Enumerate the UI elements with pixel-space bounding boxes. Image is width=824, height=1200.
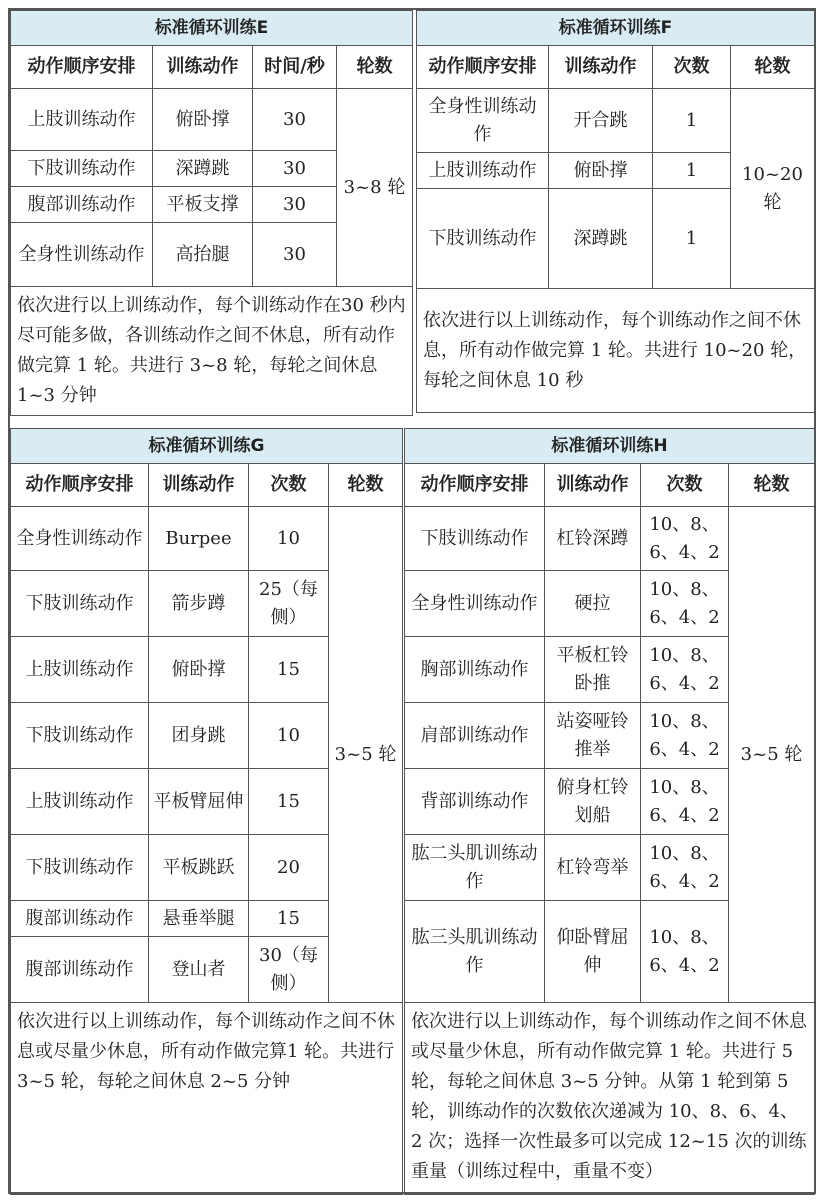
row-value: 25（每侧）	[249, 571, 329, 637]
row-seq: 下肢训练动作	[11, 571, 149, 637]
row-action: Burpee	[149, 507, 249, 571]
note-e: 依次进行以上训练动作，每个训练动作在30 秒内尽可能多做，各训练动作之间不休息，所有动作做完算 1 轮。共进行 3~8 轮，每轮之间休息 1~3 分钟	[11, 287, 413, 416]
table-row	[11, 507, 403, 571]
table-g	[10, 428, 403, 1195]
row-seq: 腹部训练动作	[11, 937, 149, 1003]
row-seq: 肱二头肌训练动作	[405, 835, 545, 901]
rounds-cell: 3~5 轮	[329, 507, 403, 1003]
header-value: 时间/秒	[253, 46, 337, 89]
panel-f	[416, 10, 814, 413]
row-seq: 全身性训练动作	[405, 571, 545, 637]
row-action: 高抬腿	[153, 223, 253, 287]
row-action: 站姿哑铃推举	[545, 703, 641, 769]
row-action: 俯卧撑	[149, 637, 249, 703]
row-action: 俯身杠铃划船	[545, 769, 641, 835]
row-action: 深蹲跳	[153, 151, 253, 187]
header-action: 训练动作	[153, 46, 253, 89]
header-rounds: 轮数	[731, 46, 815, 89]
row-action: 俯卧撑	[549, 153, 653, 189]
row-seq: 上肢训练动作	[11, 769, 149, 835]
note-h: 依次进行以上训练动作，每个训练动作之间不休息或尽量少休息，所有动作做完算 1 轮。共进行 5 轮，每轮之间休息 3~5 分钟。从第 1 轮到第 5 轮，训练动作的次数依次递减为 10、8、6、4、2 次；选择一次性最多可以完成 12~15 次的训练重量（训练过程中，重量不变）	[405, 1003, 815, 1195]
header-seq: 动作顺序安排	[417, 46, 549, 89]
row-value: 20	[249, 835, 329, 901]
header-seq: 动作顺序安排	[11, 464, 149, 507]
row-seq: 腹部训练动作	[11, 901, 149, 937]
row-value: 10、8、6、4、2	[641, 703, 729, 769]
header-seq: 动作顺序安排	[11, 46, 153, 89]
row-seq: 腹部训练动作	[11, 187, 153, 223]
row-value: 10、8、6、4、2	[641, 571, 729, 637]
row-action: 团身跳	[149, 703, 249, 769]
row-seq: 下肢训练动作	[11, 835, 149, 901]
table-h-title: 标准循环训练H	[405, 429, 815, 464]
row-action: 平板支撑	[153, 187, 253, 223]
row-seq: 上肢训练动作	[417, 153, 549, 189]
header-value: 次数	[641, 464, 729, 507]
table-e-title: 标准循环训练E	[11, 11, 413, 46]
table-row	[417, 89, 815, 153]
rounds-cell: 3~8 轮	[337, 89, 413, 287]
header-value: 次数	[249, 464, 329, 507]
row-value: 30	[253, 187, 337, 223]
row-seq: 背部训练动作	[405, 769, 545, 835]
row-value: 1	[653, 89, 731, 153]
row-value: 10	[249, 703, 329, 769]
rounds-cell: 10~20 轮	[731, 89, 815, 289]
table-f-title: 标准循环训练F	[417, 11, 815, 46]
row-seq: 肱三头肌训练动作	[405, 901, 545, 1003]
header-value: 次数	[653, 46, 731, 89]
row-seq: 下肢训练动作	[11, 151, 153, 187]
row-value: 10、8、6、4、2	[641, 637, 729, 703]
table-row	[405, 507, 815, 571]
row-seq: 上肢训练动作	[11, 637, 149, 703]
row-value: 15	[249, 901, 329, 937]
row-value: 15	[249, 769, 329, 835]
row-seq: 肩部训练动作	[405, 703, 545, 769]
row-action: 硬拉	[545, 571, 641, 637]
row-action: 仰卧臂屈伸	[545, 901, 641, 1003]
header-action: 训练动作	[549, 46, 653, 89]
row-action: 开合跳	[549, 89, 653, 153]
row-action: 登山者	[149, 937, 249, 1003]
row-value: 30（每侧）	[249, 937, 329, 1003]
row-value: 30	[253, 223, 337, 287]
panel-g	[10, 428, 402, 1195]
note-g: 依次进行以上训练动作，每个训练动作之间不休息或尽量少休息，所有动作做完算1 轮。共进行 3~5 轮，每轮之间休息 2~5 分钟	[11, 1003, 403, 1195]
rounds-cell: 3~5 轮	[729, 507, 815, 1003]
row-seq: 全身性训练动作	[417, 89, 549, 153]
row-value: 30	[253, 89, 337, 151]
row-action: 箭步蹲	[149, 571, 249, 637]
header-seq: 动作顺序安排	[405, 464, 545, 507]
table-f	[416, 10, 815, 413]
row-action: 平板臂屈伸	[149, 769, 249, 835]
row-action: 俯卧撑	[153, 89, 253, 151]
header-rounds: 轮数	[329, 464, 403, 507]
table-g-title: 标准循环训练G	[11, 429, 403, 464]
row-seq: 下肢训练动作	[405, 507, 545, 571]
panel-h	[404, 428, 814, 1195]
note-f: 依次进行以上训练动作，每个训练动作之间不休息，所有动作做完算 1 轮。共进行 10~20 轮，每轮之间休息 10 秒	[417, 289, 815, 413]
row-value: 30	[253, 151, 337, 187]
row-action: 平板杠铃卧推	[545, 637, 641, 703]
row-action: 杠铃深蹲	[545, 507, 641, 571]
row-value: 1	[653, 153, 731, 189]
header-rounds: 轮数	[729, 464, 815, 507]
row-seq: 全身性训练动作	[11, 507, 149, 571]
row-value: 15	[249, 637, 329, 703]
row-value: 1	[653, 189, 731, 289]
header-action: 训练动作	[545, 464, 641, 507]
row-seq: 下肢训练动作	[11, 703, 149, 769]
row-seq: 上肢训练动作	[11, 89, 153, 151]
row-action: 平板跳跃	[149, 835, 249, 901]
header-action: 训练动作	[149, 464, 249, 507]
row-action: 杠铃弯举	[545, 835, 641, 901]
table-e	[10, 10, 413, 416]
row-value: 10、8、6、4、2	[641, 835, 729, 901]
row-action: 深蹲跳	[549, 189, 653, 289]
table-row	[11, 89, 413, 151]
row-value: 10	[249, 507, 329, 571]
row-value: 10、8、6、4、2	[641, 901, 729, 1003]
row-seq: 全身性训练动作	[11, 223, 153, 287]
row-seq: 下肢训练动作	[417, 189, 549, 289]
panel-e	[10, 10, 412, 416]
table-h	[404, 428, 815, 1195]
header-rounds: 轮数	[337, 46, 413, 89]
row-value: 10、8、6、4、2	[641, 769, 729, 835]
row-seq: 胸部训练动作	[405, 637, 545, 703]
row-value: 10、8、6、4、2	[641, 507, 729, 571]
row-action: 悬垂举腿	[149, 901, 249, 937]
